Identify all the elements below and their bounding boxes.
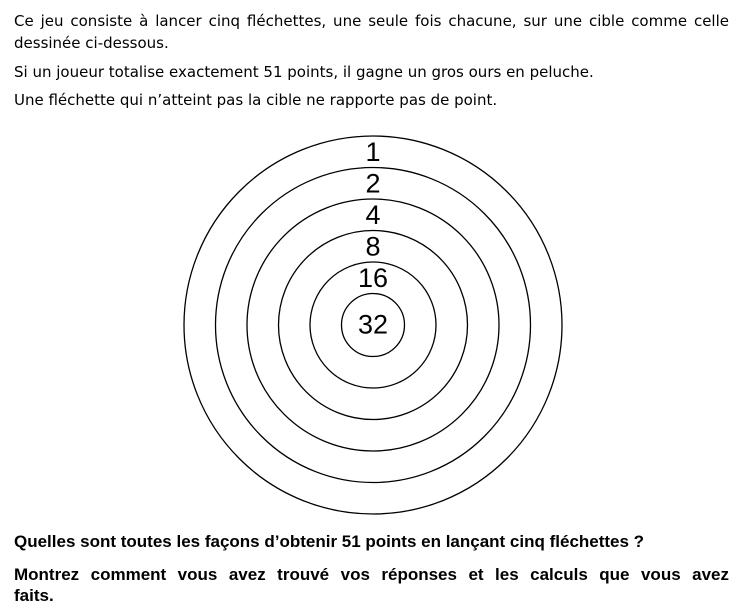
- question-paragraph-2-line-1: Montrez comment vous avez trouvé vos réponses et les calculs que vous avez: [14, 565, 729, 584]
- dartboard-target-diagram: [183, 135, 563, 515]
- ring-label-4: 4: [365, 199, 381, 230]
- intro-paragraph-1-line-2: dessinée ci-dessous.: [14, 34, 169, 52]
- question-paragraph-2-line-2: faits.: [14, 586, 54, 605]
- intro-paragraph-3: Une fléchette qui n’atteint pas la cible ne rapporte pas de point.: [14, 91, 498, 109]
- ring-label-16: 16: [357, 262, 389, 293]
- intro-paragraph-1-line-1: Ce jeu consiste à lancer cinq fléchettes, une seule fois chacune, sur une cible comme celle: [14, 12, 729, 30]
- question-paragraph-2: [14, 564, 729, 606]
- ring-label-2: 2: [365, 168, 381, 199]
- ring-label-32: 32: [357, 309, 389, 340]
- dartboard-target-svg: [183, 135, 563, 515]
- intro-paragraph-1: [14, 10, 729, 54]
- intro-paragraph-2: Si un joueur totalise exactement 51 points, il gagne un gros ours en peluche.: [14, 63, 594, 81]
- ring-label-1: 1: [365, 136, 381, 167]
- ring-label-8: 8: [365, 231, 381, 262]
- question-paragraph-1: Quelles sont toutes les façons d’obtenir 51 points en lançant cinq fléchettes ?: [14, 532, 645, 551]
